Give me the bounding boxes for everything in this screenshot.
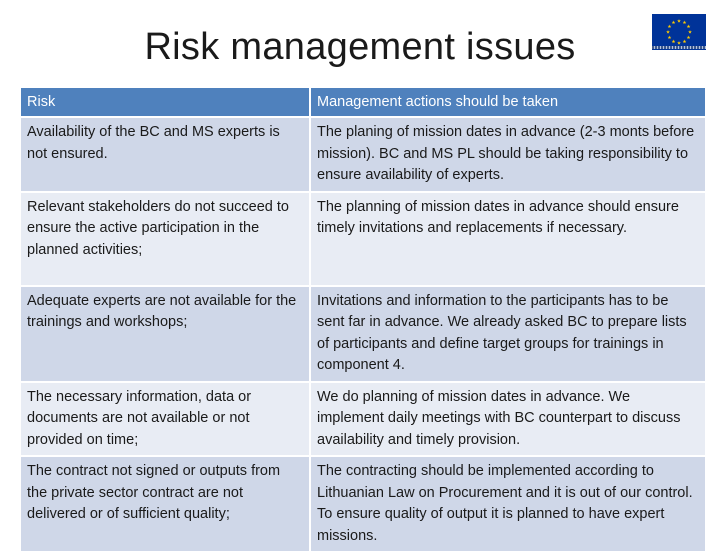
logo-caption — [652, 46, 706, 49]
eu-flag-logo — [652, 14, 706, 50]
column-header-risk: Risk — [21, 88, 310, 117]
risk-table — [21, 88, 705, 551]
risk-cell: The necessary information, data or documents are not available or not provided on time; — [21, 382, 310, 457]
table-row — [21, 192, 705, 286]
table-row — [21, 456, 705, 551]
column-header-actions: Management actions should be taken — [310, 88, 705, 117]
risk-cell: Availability of the BC and MS experts is not ensured. — [21, 117, 310, 192]
page-title: Risk management issues — [144, 26, 576, 68]
risk-cell: Relevant stakeholders do not succeed to ensure the active participation in the planned activities; — [21, 192, 310, 286]
action-cell: We do planning of mission dates in advance. We implement daily meetings with BC counterpart to discuss availability and timely provision. — [310, 382, 705, 457]
risk-cell: Adequate experts are not available for the trainings and workshops; — [21, 286, 310, 382]
table-row — [21, 117, 705, 192]
action-cell: Invitations and information to the participants has to be sent far in advance. We already asked BC to prepare lists of participants and define target groups for trainings in component 4. — [310, 286, 705, 382]
table-row — [21, 382, 705, 457]
action-cell: The contracting should be implemented according to Lithuanian Law on Procurement and it is out of our control. To ensure quality of output it is planned to have expert missions. — [310, 456, 705, 551]
risk-cell: The contract not signed or outputs from the private sector contract are not delivered or of sufficient quality; — [21, 456, 310, 551]
table-header-row — [21, 88, 705, 117]
table-row — [21, 286, 705, 382]
action-cell: The planing of mission dates in advance (2-3 monts before mission). BC and MS PL should be taking responsibility to ensure availability of experts. — [310, 117, 705, 192]
action-cell: The planning of mission dates in advance should ensure timely invitations and replacements if necessary. — [310, 192, 705, 286]
